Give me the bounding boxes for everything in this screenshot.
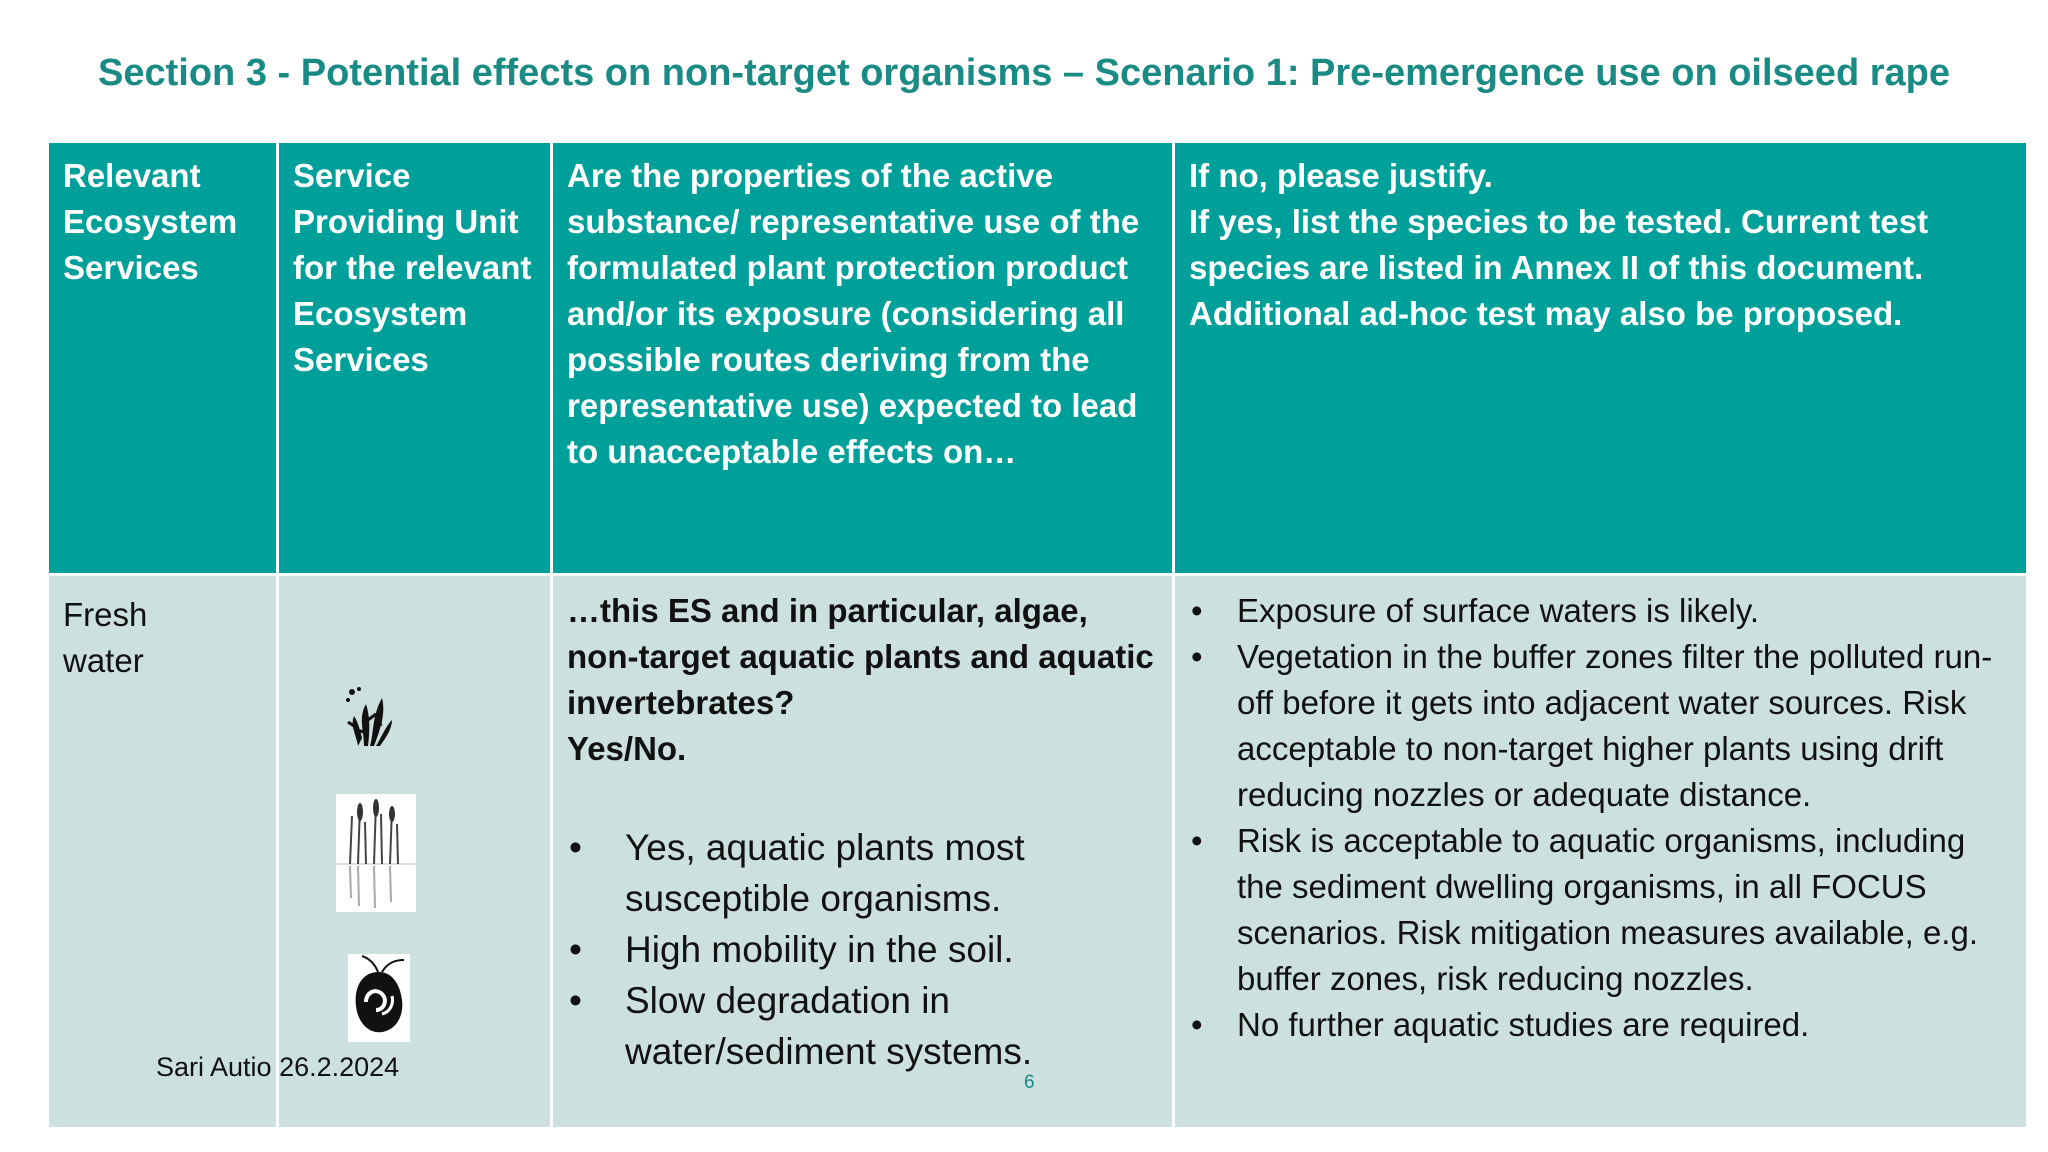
question-text: …this ES and in particular, algae, non-target aquatic plants and aquatic invertebrates? (567, 592, 1154, 721)
cell-ecosystem-service (48, 575, 278, 1129)
cell-justification (1174, 575, 2028, 1129)
list-item: • Exposure of surface waters is likely. (1189, 588, 2012, 634)
slide-title: Section 3 - Potential effects on non-target organisms – Scenario 1: Pre-emergence use on oilseed rape (98, 52, 1950, 94)
header-species-line: If yes, list the species to be tested. Current test species are listed in Annex II of this document. Additional ad-hoc test may also be proposed. (1189, 203, 1929, 332)
header-question: Are the properties of the active substance/ representative use of the formulated plant protection product and/or its exposure (considering all possible routes deriving from the representative use) expected to lead to unacceptable effects on… (552, 142, 1174, 575)
header-justification (1174, 142, 2028, 575)
justification-list (1189, 588, 2012, 1048)
list-item: • High mobility in the soil. (567, 924, 1158, 975)
page-number: 6 (1024, 1072, 1035, 1093)
aquatic-plant-icon (336, 794, 416, 912)
cell-question-answer (552, 575, 1174, 1129)
header-ecosystem-services: Relevant Ecosystem Services (48, 142, 278, 575)
list-item: • Yes, aquatic plants most susceptible organisms. (567, 822, 1158, 924)
service-line-1: Fresh (63, 596, 148, 633)
footer-author-date: Sari Autio 26.2.2024 (156, 1052, 400, 1082)
list-item: • Risk is acceptable to aquatic organisms, including the sediment dwelling organisms, in all FOCUS scenarios. Risk mitigation measures available, e.g. buffer zones, risk reducing nozzles. (1189, 818, 2012, 1002)
answer-list (567, 822, 1158, 1077)
list-item: • Vegetation in the buffer zones filter the polluted run-off before it gets into adjacent water sources. Risk acceptable to non-target higher plants using drift reducing nozzles or adequate distance. (1189, 634, 2012, 818)
list-item: • Slow degradation in water/sediment systems. (567, 975, 1158, 1077)
assessment-table (46, 140, 2029, 1130)
list-item: • No further aquatic studies are required. (1189, 1002, 2012, 1048)
table-header-row (48, 142, 2028, 575)
yes-no-text: Yes/No. (567, 730, 687, 767)
header-justify-line: If no, please justify. (1189, 157, 1493, 194)
algae-icon (344, 686, 396, 748)
service-line-2: water (63, 642, 144, 679)
header-service-providing-unit: Service Providing Unit for the relevant Ecosystem Services (278, 142, 552, 575)
aquatic-invertebrate-icon (348, 954, 410, 1042)
